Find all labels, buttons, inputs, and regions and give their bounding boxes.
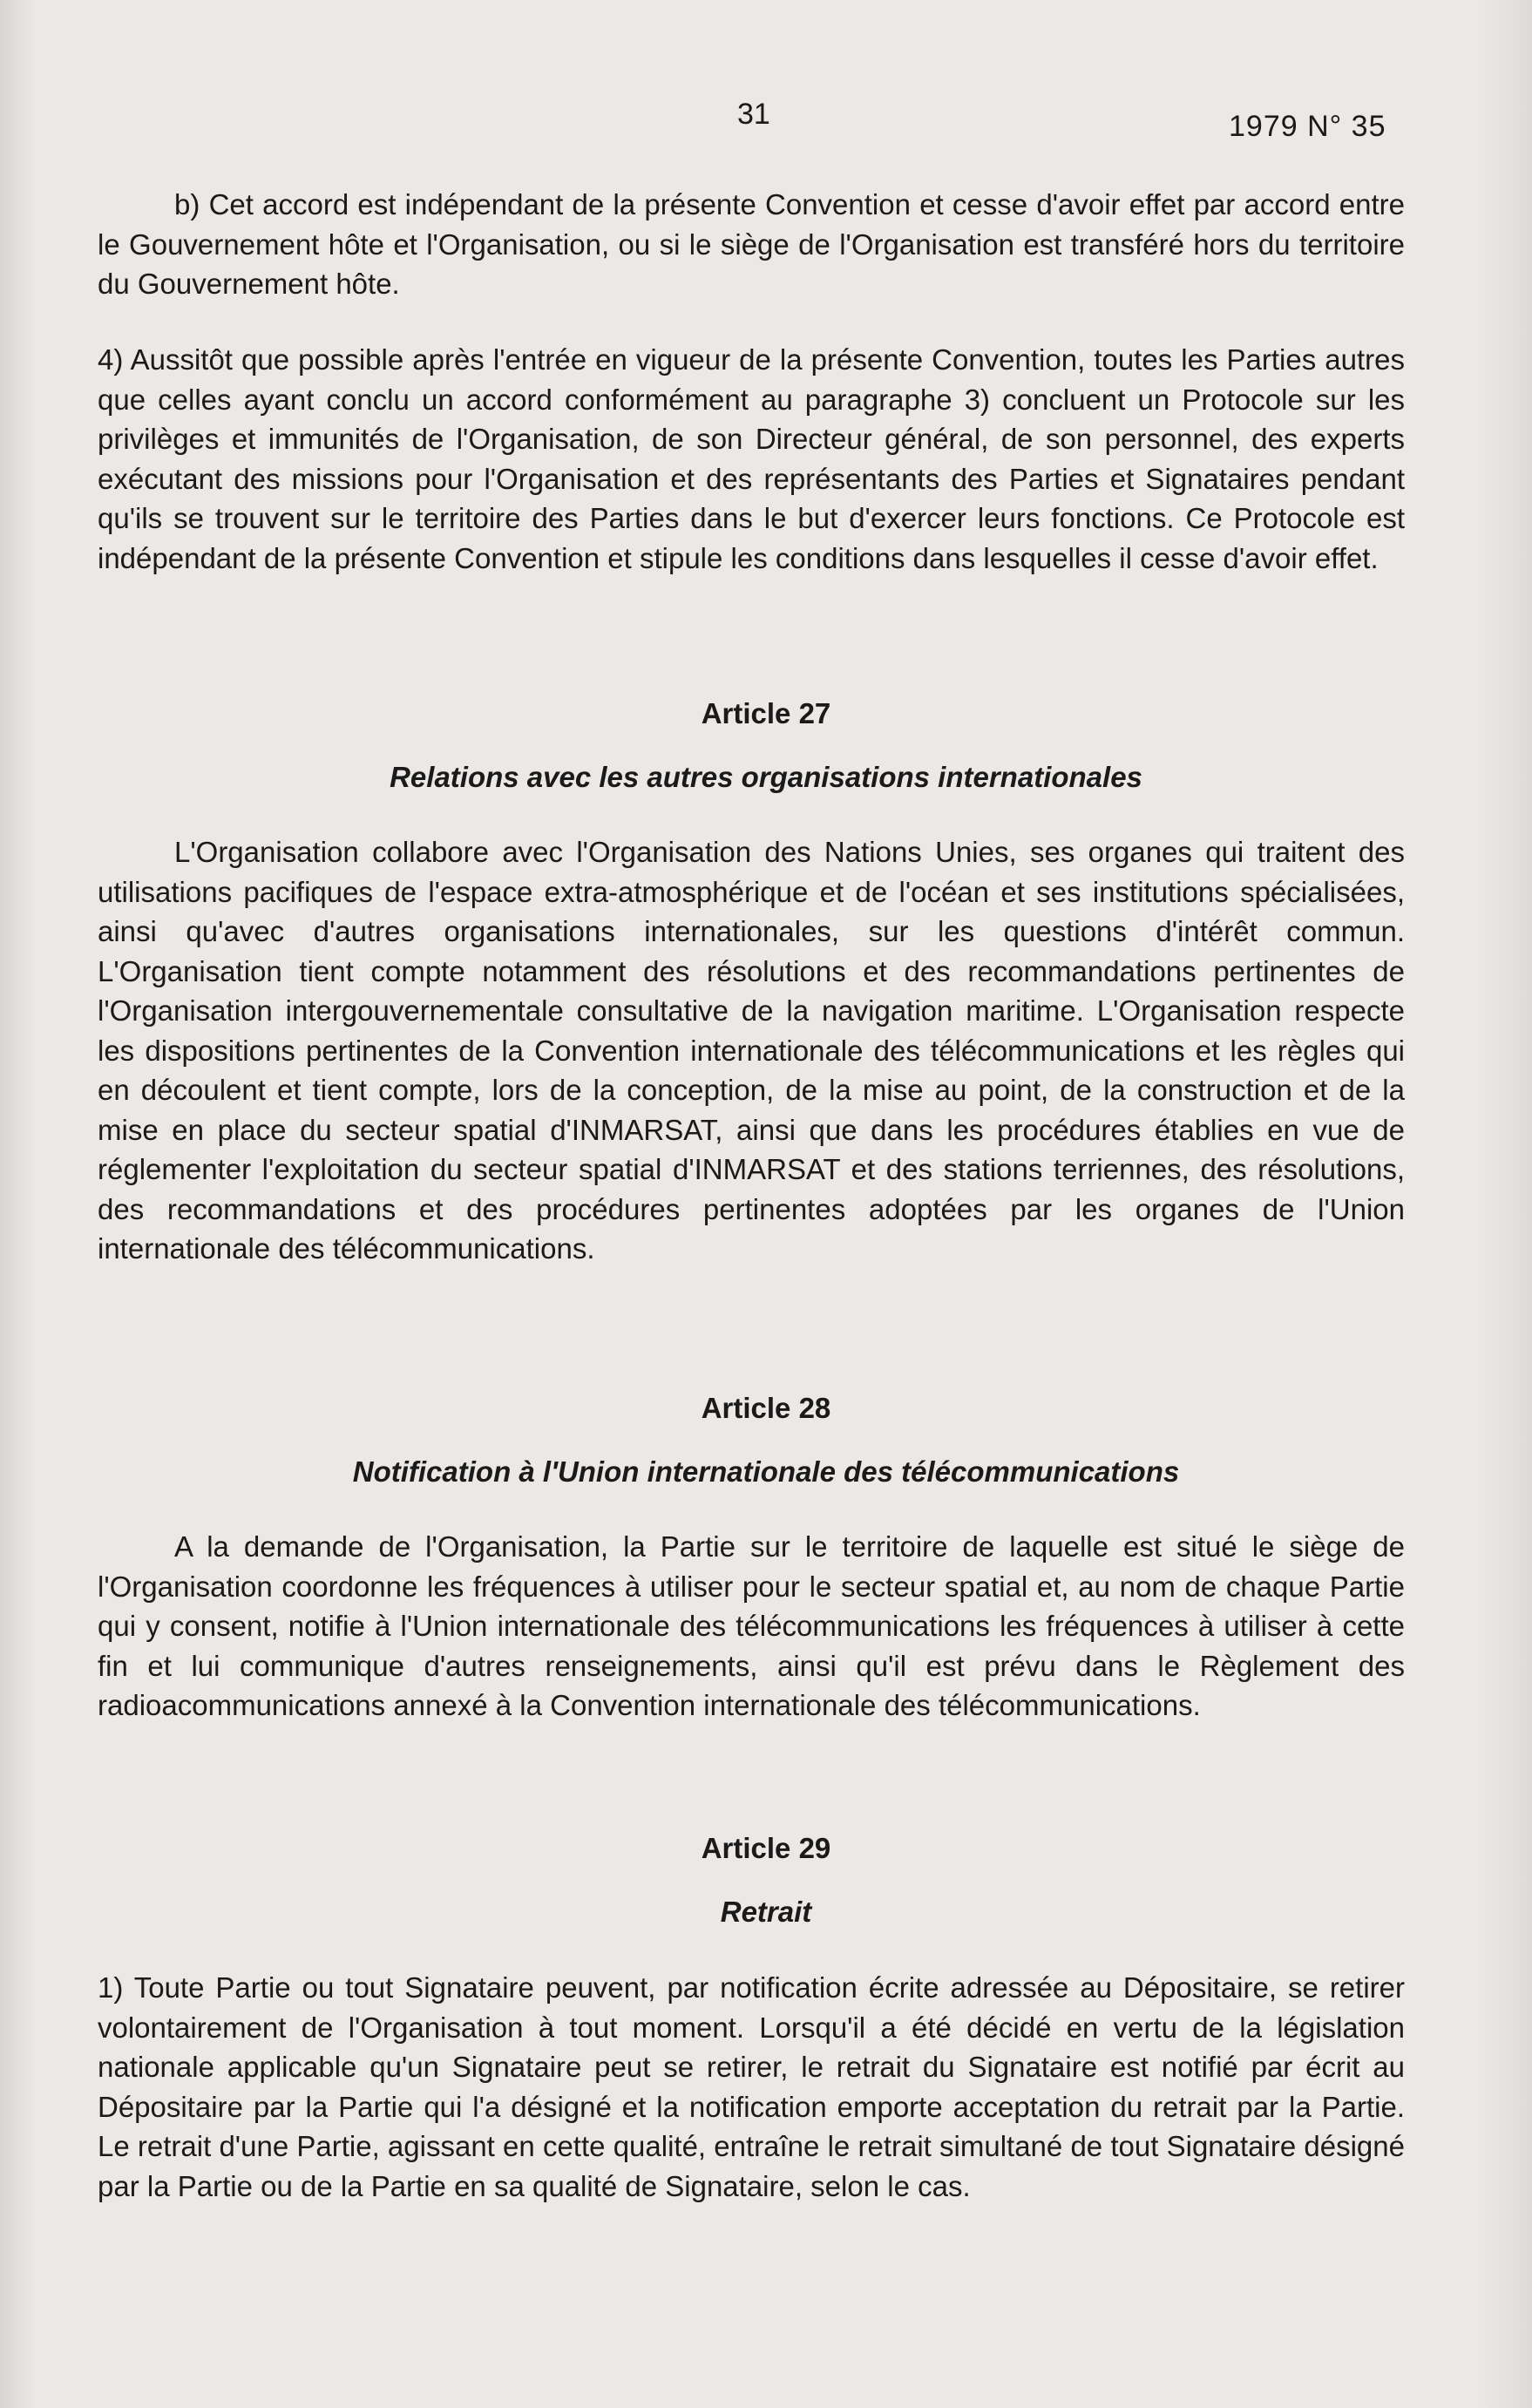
article-27-body: L'Organisation collabore avec l'Organisation des Nations Unies, ses organes qui traitent des utilisations pacifiques de l'espace extra-atmosphérique et de l'océan et ses institutions spécialisées, ainsi qu'avec d'autres organisations internationales, sur les questions d'intérêt commun. L'Organisation tient compte notamment des résolutions et des recommandations pertinentes de l'Organisation intergouvernementale consultative de la navigation maritime. L'Organisation respecte les dispositions pertinentes de la Convention internationale des télécommunications et les règles qui en découlent et tient compte, lors de la conception, de la mise au point, de la construction et de la mise en place du secteur spatial d'INMARSAT, ainsi que dans les procédures établies en vue de réglementer l'exploitation du secteur spatial d'INMARSAT et des stations terriennes, des résolutions, des recommandations et des procédures pertinentes adoptées par les organes de l'Union internationale des télécommunications. (98, 836, 1405, 1265)
paragraph-3b: b) Cet accord est indépendant de la présente Convention et cesse d'avoir effet par accord entre le Gouvernement hôte et l'Organisation, ou si le siège de l'Organisation est transféré hors du territoire du Gouvernement hôte. (98, 188, 1405, 300)
page-number: 31 (737, 98, 770, 131)
article-28-body: A la demande de l'Organisation, la Partie sur le territoire de laquelle est situé le siège de l'Organisation coordonne les fréquences à utiliser pour le secteur spatial et, au nom de chaque Partie qui y consent, notifie à l'Union internationale des télécommunications les fréquences à utiliser à cette fin et lui communique d'autres renseignements, ainsi qu'il est prévu dans le Règlement des radioacommunications annexé à la Convention internationale des télécommunications. (98, 1530, 1405, 1721)
article-29-subtitle: Retrait (720, 1896, 812, 1928)
article-28-title: Article 28 (701, 1392, 831, 1424)
paragraph-4: 4) Aussitôt que possible après l'entrée en vigueur de la présente Convention, toutes les Parties autres que celles ayant conclu un accord conformément au paragraphe 3) concluent un Protocole sur les privilèges et immunités de l'Organisation, de son Directeur général, de son personnel, des experts exécutant des missions pour l'Organisation et des représentants des Parties et Signataires pendant qu'ils se trouvent sur le territoire des Parties dans le but d'exercer leurs fonctions. Ce Protocole est indépendant de la présente Convention et stipule les conditions dans lesquelles il cesse d'avoir effet. (98, 343, 1405, 574)
article-28-subtitle: Notification à l'Union internationale des télécommunications (352, 1455, 1180, 1488)
issue-number: 1979 N° 35 (1229, 110, 1386, 143)
article-27-title: Article 27 (701, 697, 831, 729)
article-27-subtitle: Relations avec les autres organisations internationales (390, 761, 1142, 793)
article-29-title: Article 29 (701, 1832, 831, 1864)
article-29-body: 1) Toute Partie ou tout Signataire peuvent, par notification écrite adressée au Dépositaire, se retirer volontairement de l'Organisation à tout moment. Lorsqu'il a été décidé en vertu de la législation nationale applicable qu'un Signataire peut se retirer, le retrait du Signataire est notifié par écrit au Dépositaire par la Partie qui l'a désigné et la notification emporte acceptation du retrait par la Partie. Le retrait d'une Partie, agissant en cette qualité, entraîne le retrait simultané de tout Signataire désigné par la Partie ou de la Partie en sa qualité de Signataire, selon le cas. (98, 1971, 1405, 2202)
